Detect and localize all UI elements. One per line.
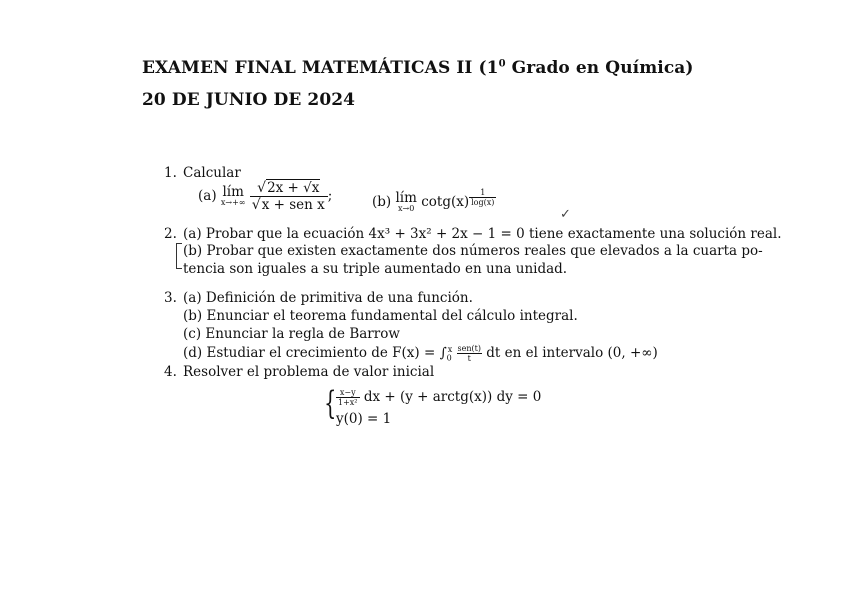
q3-part-c: (c) Enunciar la regla de Barrow bbox=[183, 326, 400, 342]
q3-part-d: (d) Estudiar el crecimiento de $F(x) = \int_0^x$ $\frac{\text{sen(t)}}{t}$ dt en el intervalo (0, +∞) bbox=[183, 344, 658, 363]
q3-number: 3. bbox=[164, 290, 177, 306]
q4-number: 4. bbox=[164, 364, 177, 380]
margin-bracket bbox=[176, 243, 182, 269]
q2-part-b-line1: (b) Probar que existen exactamente dos números reales que elevados a la cuarta po- bbox=[183, 243, 763, 259]
q2-part-b-line2: tencia son iguales a su triple aumentado en una unidad. bbox=[183, 261, 568, 277]
q4-fraction: $\frac{x-y}{\text{1+x²}}$ bbox=[338, 388, 358, 407]
q1b-limit: lím x→0 bbox=[395, 189, 417, 214]
q4-text: Resolver el problema de valor inicial bbox=[183, 364, 435, 380]
system-brace: { bbox=[324, 384, 337, 422]
q1-part-b: (b) lím x→0 cotg(x) $^{\frac{1}{\log(x)}}$ bbox=[372, 188, 495, 214]
q3-part-a: (a) Definición de primitiva de una función. bbox=[183, 290, 473, 306]
q1-number: 1. bbox=[164, 165, 177, 181]
q3d-fraction: $\frac{\text{sen(t)}}{t}$ bbox=[457, 344, 481, 363]
title-superscript: 0 bbox=[498, 58, 506, 70]
q1b-exponent: 1 log(x) bbox=[471, 188, 495, 207]
q1-text: Calcular bbox=[183, 165, 241, 181]
q1b-label: (b) bbox=[372, 194, 392, 210]
q3-part-b: (b) Enunciar el teorema fundamental del cálculo integral. bbox=[183, 308, 578, 324]
q2-part-a: (a) Probar que la ecuación 4x³ + 3x² + 2x − 1 = 0 tiene exactamente una solución real. bbox=[183, 226, 782, 242]
exam-title: EXAMEN FINAL MATEMÁTICAS II ($1^0$ Grado en Química) bbox=[142, 58, 694, 78]
exam-date: 20 DE JUNIO DE 2024 bbox=[142, 90, 356, 110]
q4-equation-2: y(0) = 1 bbox=[336, 411, 392, 427]
q1a-fraction: $\frac{√2x + √x}{\text{√x + sen x}}$ bbox=[250, 180, 328, 213]
q1-part-a: (a) lím x→+∞ $\frac{√2x + √x}{\text{√x + sen x}}$ ; bbox=[198, 180, 333, 213]
q4-equation-1: $\frac{x-y}{\text{1+x²}}$ dx + (y + arctg(x)) dy = 0 bbox=[338, 388, 542, 407]
q1a-label: (a) bbox=[198, 188, 217, 204]
check-mark: ✓ bbox=[560, 207, 571, 222]
q1a-limit: lím x→+∞ bbox=[220, 183, 246, 208]
q2-number: 2. bbox=[164, 226, 177, 242]
